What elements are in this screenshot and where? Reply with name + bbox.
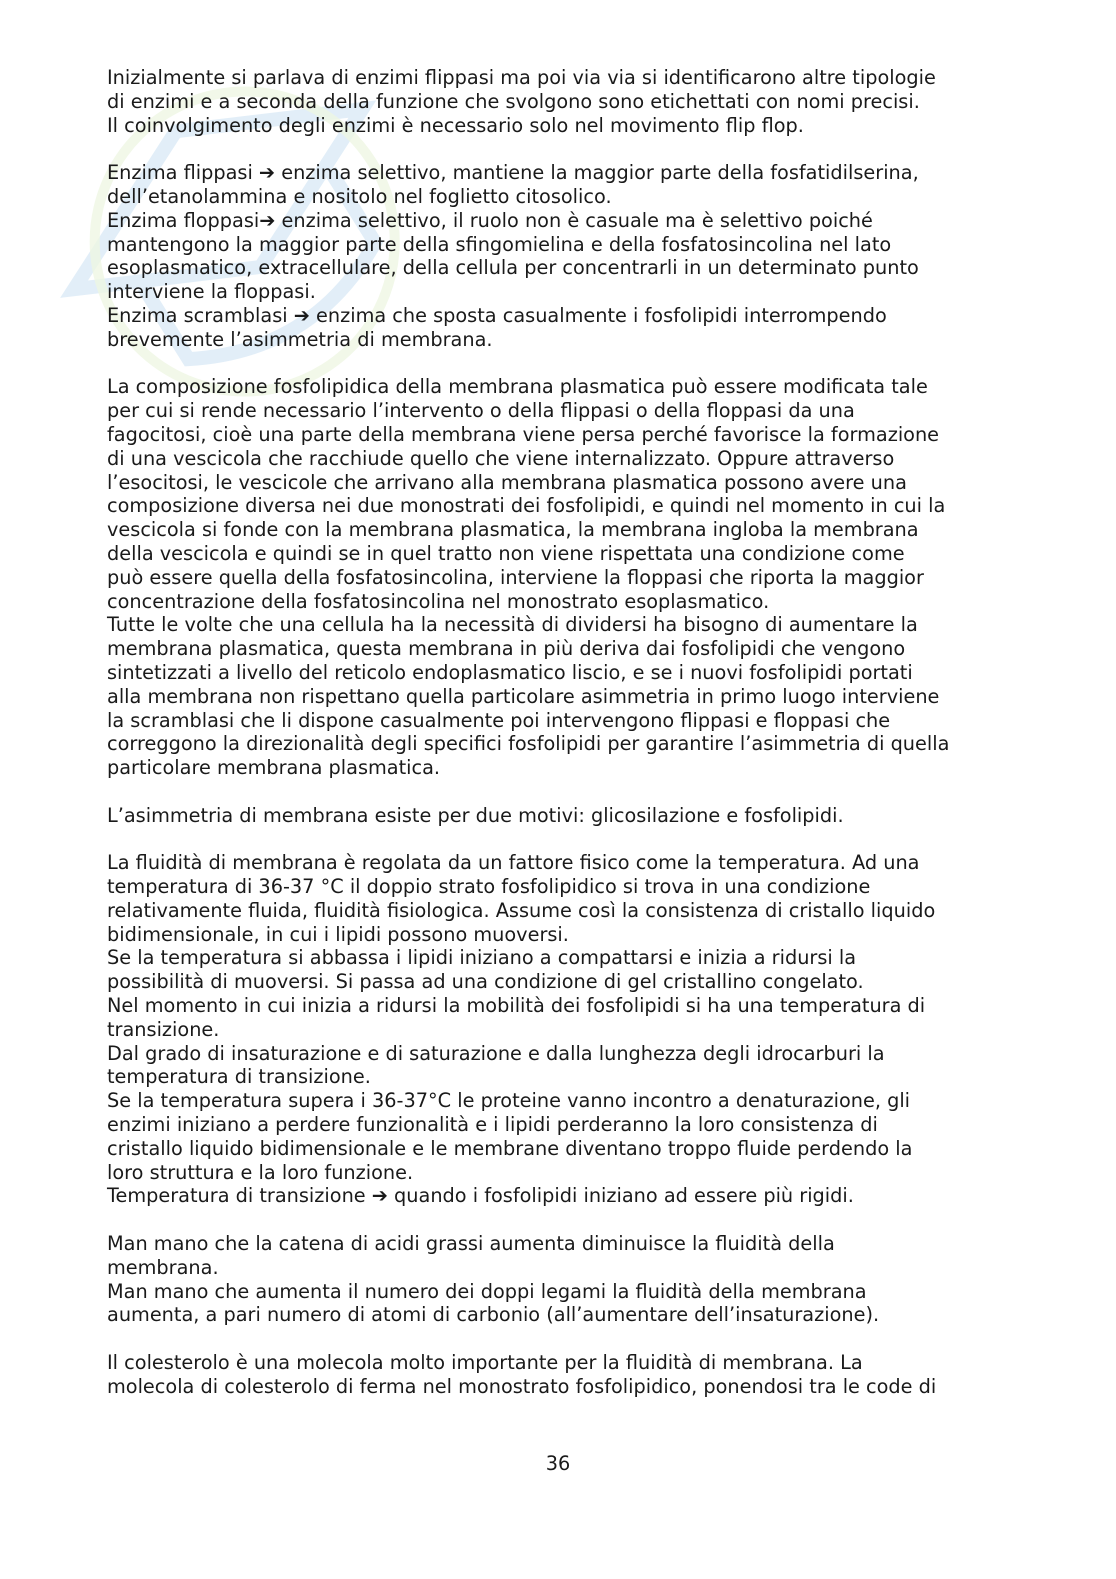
page-number: 36	[545, 1452, 571, 1475]
paragraph-enzimi-intro: Inizialmente si parlava di enzimi flippasi ma poi via via si identificarono altre tipologie di enzimi e a seconda della funzione che svolgono sono etichettati con nomi precisi. Il coinvolgimento degli enzimi è necessario solo nel movimento flip flop.	[107, 66, 936, 137]
paragraph-colesterolo: Il colesterolo è una molecola molto importante per la fluidità di membrana. La molecola di colesterolo di ferma nel monostrato fosfolipidico, ponendosi tra le code di	[107, 1351, 937, 1398]
document-body	[107, 66, 1012, 1399]
paragraph-spacer	[107, 1208, 1012, 1232]
paragraph-spacer	[107, 828, 1012, 852]
paragraph-spacer	[107, 780, 1012, 804]
paragraph-spacer	[107, 137, 1012, 161]
paragraph-spacer	[107, 352, 1012, 376]
paragraph-enzimi-tipi: Enzima flippasi ➔ enzima selettivo, mantiene la maggior parte della fosfatidilserina, dell’etanolammina e nositolo nel foglietto citosolico. Enzima floppasi➔ enzima selettivo, il ruolo non è casuale ma è selettivo poiché mantengono la maggior parte della sfingomielina e della fosfatosincolina nel lato esoplasmatico, extracellulare, della cellula per concentrarli in un determinato punto interviene la floppasi. Enzima scramblasi ➔ enzima che sposta casualmente i fosfolipidi interrompendo brevemente l’asimmetria di membrana.	[107, 161, 919, 351]
paragraph-asimmetria: L’asimmetria di membrana esiste per due motivi: glicosilazione e fosfolipidi.	[107, 803, 844, 827]
paragraph-fluidita-temperatura: La fluidità di membrana è regolata da un fattore fisico come la temperatura. Ad una temperatura di 36-37 °C il doppio strato fosfolipidico si trova in una condizione relativamente fluida, fluidità fisiologica. Assume così la consistenza di cristallo liquido bidimensionale, in cui i lipidi possono muoversi. Se la temperatura si abbassa i lipidi iniziano a compattarsi e inizia a ridursi la possibilità di muoversi. Si passa ad una condizione di gel cristallino congelato. Nel momento in cui inizia a ridursi la mobilità dei fosfolipidi si ha una temperatura di transizione. Dal grado di insaturazione e di saturazione e dalla lunghezza degli idrocarburi la temperatura di transizione. Se la temperatura supera i 36-37°C le proteine vanno incontro a denaturazione, gli enzimi iniziano a perdere funzionalità e i lipidi perderanno la loro consistenza di cristallo liquido bidimensionale e le membrane diventano troppo fluide perdendo la loro struttura e la loro funzione. Temperatura di transizione ➔ quando i fosfolipidi iniziano ad essere più rigidi.	[107, 851, 936, 1208]
paragraph-composizione-fosfolipidica: La composizione fosfolipidica della membrana plasmatica può essere modificata tale per cui si rende necessario l’intervento o della flippasi o della floppasi da una fagocitosi, cioè una parte della membrana viene persa perché favorisce la formazione di una vescicola che racchiude quello che viene internalizzato. Oppure attraverso l’esocitosi, le vescicole che arrivano alla membrana plasmatica possono avere una composizione diversa nei due monostrati dei fosfolipidi, e quindi nel momento in cui la vescicola si fonde con la membrana plasmatica, la membrana ingloba la membrana della vescicola e quindi se in quel tratto non viene rispettata una condizione come può essere quella della fosfatosincolina, interviene la floppasi che riporta la maggior concentrazione della fosfatosincolina nel monostrato esoplasmatico. Tutte le volte che una cellula ha la necessità di dividersi ha bisogno di aumentare la membrana plasmatica, questa membrana in più deriva dai fosfolipidi che vengono sintetizzati a livello del reticolo endoplasmatico liscio, e se i nuovi fosfolipidi portati alla membrana non rispettano quella particolare asimmetria in primo luogo interviene la scramblasi che li dispone casualmente poi intervengono flippasi e floppasi che correggono la direzionalità degli specifici fosfolipidi per garantire l’asimmetria di quella particolare membrana plasmatica.	[107, 375, 950, 780]
paragraph-spacer	[107, 1327, 1012, 1351]
paragraph-acidi-grassi: Man mano che la catena di acidi grassi aumenta diminuisce la fluidità della membrana. Man mano che aumenta il numero dei doppi legami la fluidità della membrana aumenta, a pari numero di atomi di carbonio (all’aumentare dell’insaturazione).	[107, 1232, 880, 1327]
